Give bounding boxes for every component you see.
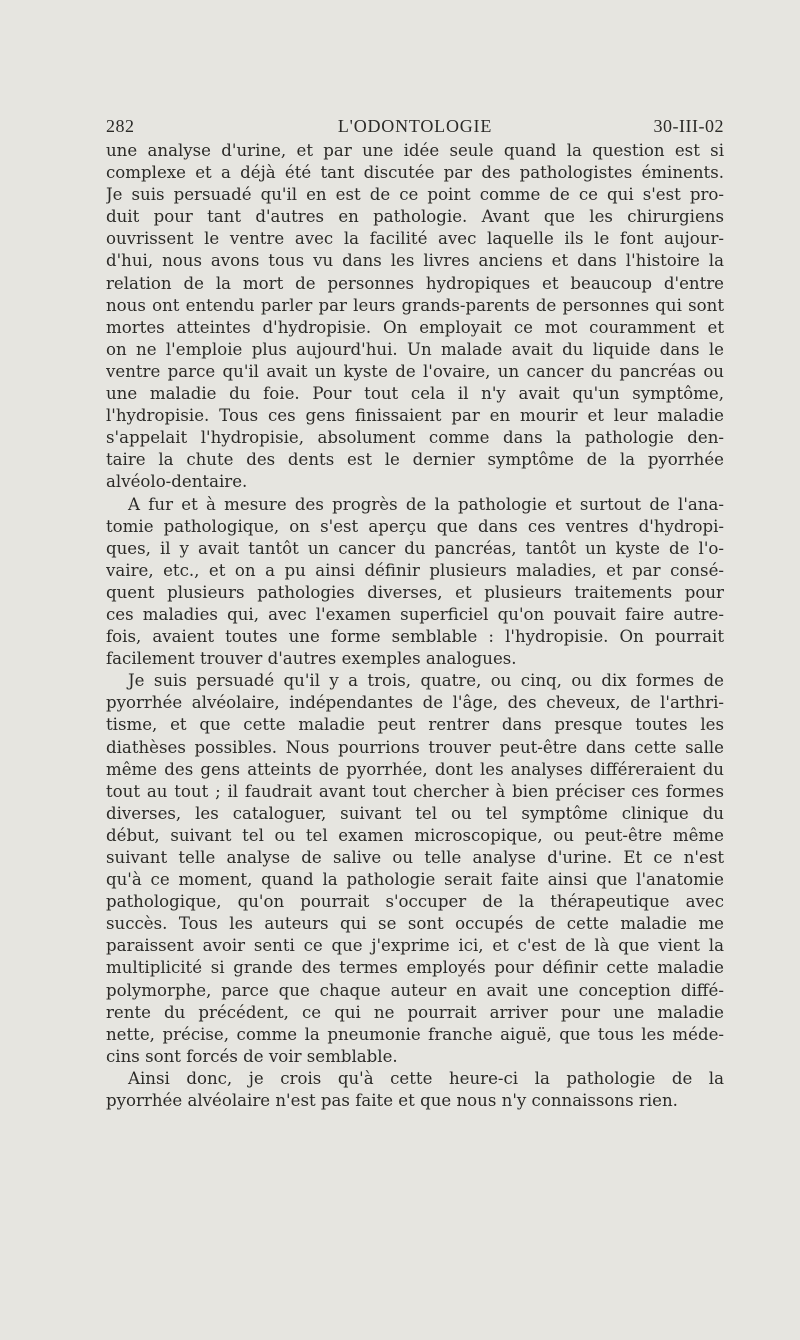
text-line: rente du précédent, ce qui ne pourrait arriver pour une maladie (106, 1002, 724, 1022)
text-line: suivant telle analyse de salive ou telle analyse d'urine. Et ce n'est (106, 848, 724, 867)
text-line: vaire, etc., et on a pu ainsi définir plusieurs maladies, et par consé- (106, 560, 724, 580)
text-line: ques, il y avait tantôt un cancer du pancréas, tantôt un kyste de l'o- (106, 538, 724, 558)
running-header (106, 116, 724, 138)
page-number: 282 (106, 116, 135, 136)
text-line: qu'à ce moment, quand la pathologie serait faite ainsi que l'anatomie (106, 870, 724, 890)
text-line: pyorrhée alvéolaire n'est pas faite et que nous n'y connaissons rien. (106, 1091, 678, 1111)
text-line: s'appelait l'hydropisie, absolument comme dans la pathologie den- (106, 428, 724, 448)
text-line: ventre parce qu'il avait un kyste de l'ovaire, un cancer du pancréas ou (106, 361, 724, 381)
text-line: polymorphe, parce que chaque auteur en avait une conception diffé- (106, 980, 724, 1000)
text-line: fois, avaient toutes une forme semblable : l'hydropisie. On pourrait (106, 627, 724, 647)
paragraph (106, 1068, 724, 1112)
issue-date: 30-III-02 (653, 116, 724, 136)
text-line: même des gens atteints de pyorrhée, dont les analyses différeraient du (106, 759, 724, 779)
text-line: une analyse d'urine, et par une idée seule quand la question est si (106, 141, 724, 160)
article-text (106, 140, 724, 1112)
text-line: début, suivant tel ou tel examen microscopique, ou peut-être même (106, 825, 724, 845)
text-line: quent plusieurs pathologies diverses, et plusieurs traitements pour (106, 582, 724, 602)
text-line: alvéolo-dentaire. (106, 472, 248, 492)
text-line: tisme, et que cette maladie peut rentrer dans presque toutes les (106, 715, 724, 735)
text-line: pathologique, qu'on pourrait s'occuper de la thérapeutique avec (106, 892, 724, 912)
text-line: on ne l'emploie plus aujourd'hui. Un malade avait du liquide dans le (106, 339, 724, 359)
text-line: tomie pathologique, on s'est aperçu que dans ces ventres d'hydropi- (106, 516, 724, 536)
paragraph (106, 140, 724, 494)
text-line: mortes atteintes d'hydropisie. On employait ce mot couramment et (106, 317, 724, 337)
text-line: taire la chute des dents est le dernier symptôme de la pyorrhée (106, 450, 724, 470)
text-line: diverses, les cataloguer, suivant tel ou tel symptôme clinique du (106, 803, 724, 823)
text-line: Je suis persuadé qu'il y a trois, quatre, ou cinq, ou dix formes de (128, 671, 724, 691)
text-line: l'hydropisie. Tous ces gens finissaient par en mourir et leur maladie (106, 406, 724, 426)
text-line: relation de la mort de personnes hydropiques et beaucoup d'entre (106, 273, 724, 293)
text-line: d'hui, nous avons tous vu dans les livres anciens et dans l'histoire la (106, 251, 724, 271)
text-line: succès. Tous les auteurs qui se sont occupés de cette maladie me (106, 914, 724, 934)
journal-title: L'ODONTOLOGIE (337, 116, 493, 136)
text-line: multiplicité si grande des termes employés pour définir cette maladie (106, 958, 724, 978)
text-line: ouvrissent le ventre avec la facilité avec laquelle ils le font aujour- (106, 229, 724, 249)
text-line: nous ont entendu parler par leurs grands-parents de personnes qui sont (106, 295, 724, 315)
text-line: facilement trouver d'autres exemples analogues. (106, 649, 517, 669)
text-line: tout au tout ; il faudrait avant tout chercher à bien préciser ces formes (106, 781, 724, 801)
text-line: complexe et a déjà été tant discutée par des pathologistes éminents. (106, 163, 724, 183)
text-line: cins sont forcés de voir semblable. (106, 1046, 398, 1066)
text-line: paraissent avoir senti ce que j'exprime ici, et c'est de là que vient la (106, 936, 724, 956)
paragraph (106, 670, 724, 1068)
text-line: ces maladies qui, avec l'examen superficiel qu'on pouvait faire autre- (106, 604, 724, 624)
text-line: pyorrhée alvéolaire, indépendantes de l'âge, des cheveux, de l'arthri- (106, 693, 724, 713)
text-line: duit pour tant d'autres en pathologie. Avant que les chirurgiens (106, 207, 724, 227)
text-line: Ainsi donc, je crois qu'à cette heure-ci la pathologie de la (128, 1068, 724, 1088)
paragraph (106, 494, 724, 671)
text-line: Je suis persuadé qu'il en est de ce point comme de ce qui s'est pro- (106, 185, 724, 205)
text-line: diathèses possibles. Nous pourrions trouver peut-être dans cette salle (106, 737, 724, 757)
text-line: une maladie du foie. Pour tout cela il n'y avait qu'un symptôme, (106, 384, 724, 404)
text-line: A fur et à mesure des progrès de la pathologie et surtout de l'ana- (128, 494, 724, 514)
text-line: nette, précise, comme la pneumonie franche aiguë, que tous les méde- (106, 1024, 724, 1044)
